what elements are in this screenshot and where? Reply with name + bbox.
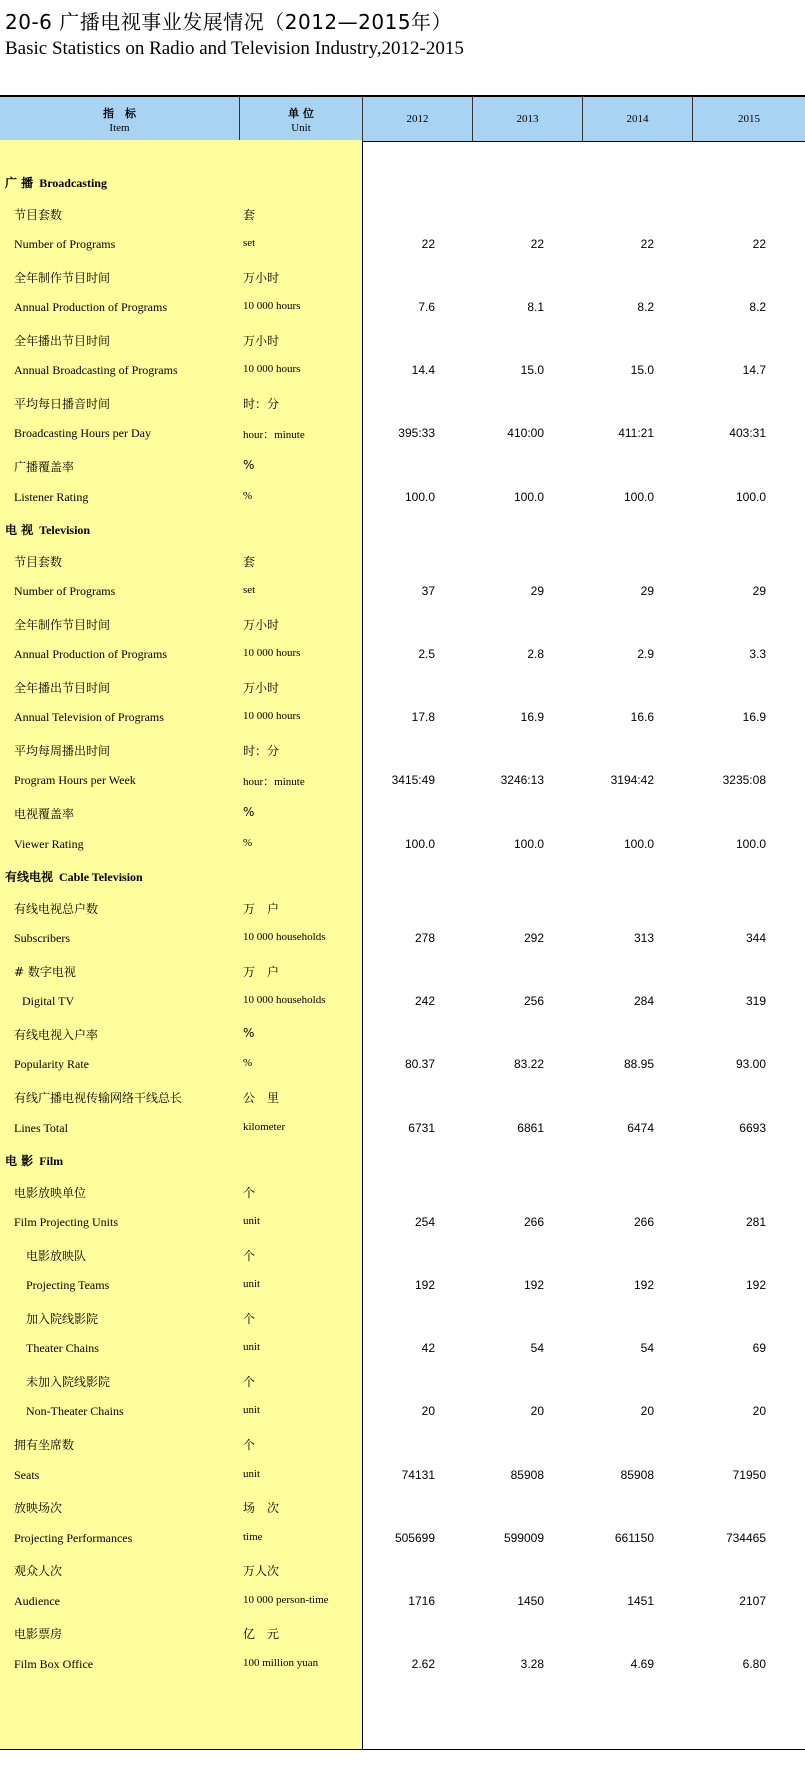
row-unit-label: % [243, 837, 253, 849]
row-unit-label: 场 次 [243, 1501, 280, 1515]
value-cell-2012: 505699 [394, 1531, 435, 1545]
value-cell-2014: 284 [633, 994, 654, 1008]
value-cell-2015: 3.3 [749, 647, 766, 661]
row-unit-label: set [243, 584, 256, 596]
table-row [0, 931, 805, 951]
table-row [0, 1404, 805, 1424]
section-heading [5, 521, 90, 538]
row-item-label: Seats [14, 1468, 40, 1482]
table-row [0, 458, 805, 478]
value-cell-2015: 14.7 [742, 363, 766, 377]
value-cell-2012: 2.62 [411, 1657, 435, 1671]
value-cell-2015: 192 [745, 1278, 766, 1292]
header-unit-cn: 单 位 [288, 107, 314, 120]
value-cell-2012: 192 [414, 1278, 435, 1292]
value-cell-2014: 3194:42 [610, 773, 654, 787]
table-row [0, 1625, 805, 1645]
row-item-label: 有线广播电视传输网络干线总长 [14, 1091, 183, 1105]
row-item-label: Projecting Teams [26, 1278, 110, 1292]
table-row [0, 426, 805, 446]
value-cell-2014: 85908 [620, 1468, 654, 1482]
row-unit-label: 10 000 hours [243, 710, 301, 722]
section-heading-cn: 有线电视 [5, 870, 54, 884]
value-cell-2014: 8.2 [637, 300, 654, 314]
value-cell-2014: 192 [633, 1278, 654, 1292]
table-row [0, 332, 805, 352]
row-item-label: Film Projecting Units [14, 1215, 119, 1229]
table-row [0, 710, 805, 730]
row-unit-label: 个 [243, 1186, 256, 1200]
section-heading [5, 868, 143, 885]
table-row [0, 679, 805, 699]
value-cell-2015: 734465 [725, 1531, 766, 1545]
table-header [0, 95, 805, 142]
row-item-label: 未加入院线影院 [26, 1375, 111, 1389]
value-cell-2014: 15.0 [630, 363, 654, 377]
value-cell-2013: 85908 [510, 1468, 544, 1482]
row-item-label: 全年播出节目时间 [14, 334, 111, 348]
section-heading-en: Broadcasting [39, 176, 107, 190]
table-row [0, 1373, 805, 1393]
value-cell-2012: 37 [421, 584, 435, 598]
row-item-label: Popularity Rate [14, 1057, 89, 1071]
row-item-label: Projecting Performances [14, 1531, 133, 1545]
row-unit-label: 万小时 [243, 681, 280, 695]
table-row [0, 616, 805, 636]
row-item-label: 全年制作节目时间 [14, 271, 111, 285]
row-item-label: Annual Production of Programs [14, 647, 167, 661]
row-unit-label: unit [243, 1215, 261, 1227]
table-row [0, 490, 805, 510]
table-bottom-rule [0, 1749, 805, 1750]
row-unit-label: hour：minute [243, 776, 305, 788]
value-cell-2013: 22 [530, 237, 544, 251]
value-cell-2013: 16.9 [520, 710, 544, 724]
table-row [0, 1310, 805, 1330]
row-unit-label: unit [243, 1341, 261, 1353]
table-row [0, 584, 805, 604]
row-unit-label: 万小时 [243, 618, 280, 632]
value-cell-2014: 54 [640, 1341, 654, 1355]
row-unit-label: 个 [243, 1249, 256, 1263]
value-cell-2014: 313 [633, 931, 654, 945]
value-cell-2012: 7.6 [418, 300, 435, 314]
row-item-label: Subscribers [14, 931, 70, 945]
value-cell-2014: 266 [633, 1215, 654, 1229]
header-item-cn: 指 标 [103, 107, 136, 120]
value-cell-2012: 254 [414, 1215, 435, 1229]
value-cell-2012: 395:33 [398, 426, 435, 440]
row-item-label: Annual Broadcasting of Programs [14, 363, 178, 377]
value-cell-2015: 69 [752, 1341, 766, 1355]
value-cell-2014: 1451 [627, 1594, 654, 1608]
row-item-label: Number of Programs [14, 584, 116, 598]
value-cell-2014: 22 [640, 237, 654, 251]
table-row [0, 363, 805, 383]
table-row [0, 1468, 805, 1488]
row-unit-label: 万 户 [243, 965, 280, 979]
table-row [0, 1247, 805, 1267]
value-cell-2015: 6.80 [742, 1657, 766, 1671]
section-heading [5, 1152, 63, 1169]
row-unit-label: 个 [243, 1312, 256, 1326]
row-item-label: 加入院线影院 [26, 1312, 99, 1326]
table-row [0, 1594, 805, 1614]
row-unit-label: 时：分 [243, 744, 280, 758]
value-cell-2012: 100.0 [404, 490, 435, 504]
value-cell-2015: 29 [752, 584, 766, 598]
header-item-en: Item [109, 122, 130, 134]
header-item-cell [0, 97, 240, 141]
value-cell-2012: 20 [421, 1404, 435, 1418]
table-row [0, 553, 805, 573]
row-item-label: Broadcasting Hours per Day [14, 426, 151, 440]
row-unit-label: 10 000 hours [243, 300, 301, 312]
value-cell-2012: 6731 [408, 1121, 435, 1135]
row-unit-label: % [243, 1057, 253, 1069]
value-cell-2013: 8.1 [527, 300, 544, 314]
table-row [0, 269, 805, 289]
value-cell-2013: 256 [523, 994, 544, 1008]
value-cell-2013: 6861 [517, 1121, 544, 1135]
table-row [0, 1436, 805, 1456]
row-unit-label: 万小时 [243, 271, 280, 285]
table-row [0, 994, 805, 1014]
table-row [0, 1215, 805, 1235]
table-row [0, 1089, 805, 1109]
row-unit-label: 10 000 households [243, 931, 326, 943]
row-unit-label: 公 里 [243, 1091, 280, 1105]
table-row [0, 1057, 805, 1077]
section-row [0, 868, 805, 888]
row-unit-label: 万人次 [243, 1564, 280, 1578]
row-item-label: Annual Television of Programs [14, 710, 164, 724]
row-item-label: 节目套数 [14, 208, 63, 222]
value-cell-2013: 15.0 [520, 363, 544, 377]
header-year-2014: 2014 [583, 97, 693, 141]
value-cell-2015: 319 [745, 994, 766, 1008]
value-cell-2012: 74131 [401, 1468, 435, 1482]
row-item-label: Theater Chains [26, 1341, 99, 1355]
section-heading-cn: 电 视 [5, 523, 34, 537]
value-cell-2014: 411:21 [618, 426, 654, 440]
row-unit-label: % [243, 1026, 255, 1040]
value-cell-2014: 661150 [614, 1531, 654, 1545]
row-unit-label: 套 [243, 555, 256, 569]
row-unit-label: 10 000 hours [243, 647, 301, 659]
value-cell-2015: 403:31 [729, 426, 766, 440]
value-cell-2014: 16.6 [630, 710, 654, 724]
section-heading-cn: 电 影 [5, 1154, 34, 1168]
value-cell-2013: 83.22 [513, 1057, 544, 1071]
table-row [0, 300, 805, 320]
value-cell-2013: 100.0 [513, 490, 544, 504]
row-item-label: 平均每周播出时间 [14, 744, 111, 758]
row-unit-label: 万小时 [243, 334, 280, 348]
table-row [0, 1562, 805, 1582]
row-item-label: Lines Total [14, 1121, 68, 1135]
table-row [0, 206, 805, 226]
table-row [0, 647, 805, 667]
section-heading-en: Television [39, 523, 91, 537]
value-cell-2012: 3415:49 [391, 773, 435, 787]
row-unit-label: hour：minute [243, 429, 305, 441]
table-row [0, 1499, 805, 1519]
section-heading-cn: 广 播 [5, 176, 34, 190]
table-row [0, 963, 805, 983]
row-item-label: 拥有坐席数 [14, 1438, 75, 1452]
value-cell-2015: 22 [752, 237, 766, 251]
value-cell-2014: 88.95 [623, 1057, 654, 1071]
table-row [0, 1341, 805, 1361]
row-unit-label: % [243, 490, 253, 502]
row-unit-label: time [243, 1531, 263, 1543]
row-item-label: 广播覆盖率 [14, 460, 75, 474]
value-cell-2013: 20 [530, 1404, 544, 1418]
value-cell-2014: 100.0 [623, 490, 654, 504]
row-unit-label: 10 000 person-time [243, 1594, 329, 1606]
value-cell-2015: 8.2 [749, 300, 766, 314]
row-item-label: Film Box Office [14, 1657, 94, 1671]
value-cell-2015: 71950 [732, 1468, 766, 1482]
row-unit-label: unit [243, 1404, 261, 1416]
value-cell-2012: 278 [414, 931, 435, 945]
row-item-label: 全年播出节目时间 [14, 681, 111, 695]
value-cell-2015: 2107 [739, 1594, 766, 1608]
row-unit-label: 万 户 [243, 902, 280, 916]
row-item-label: 有线电视入户率 [14, 1028, 99, 1042]
table-title-chinese: 20-6 广播电视事业发展情况（2012—2015年） [5, 10, 453, 34]
table-row [0, 1657, 805, 1677]
table-row [0, 237, 805, 257]
table-row [0, 805, 805, 825]
table-row [0, 1278, 805, 1298]
section-row [0, 174, 805, 194]
row-item-label: 平均每日播音时间 [14, 397, 111, 411]
table-row [0, 395, 805, 415]
row-item-label: 观众人次 [14, 1564, 63, 1578]
row-unit-label: unit [243, 1278, 261, 1290]
row-unit-label: unit [243, 1468, 261, 1480]
value-cell-2015: 20 [752, 1404, 766, 1418]
value-cell-2013: 292 [523, 931, 544, 945]
row-item-label: Annual Production of Programs [14, 300, 167, 314]
value-cell-2015: 93.00 [735, 1057, 766, 1071]
section-row [0, 1152, 805, 1172]
value-cell-2012: 80.37 [404, 1057, 435, 1071]
row-item-label: 电影放映单位 [14, 1186, 87, 1200]
value-cell-2015: 100.0 [735, 837, 766, 851]
value-cell-2012: 17.8 [411, 710, 435, 724]
table-title-english: Basic Statistics on Radio and Television Industry,2012-2015 [5, 38, 464, 59]
value-cell-2014: 100.0 [623, 837, 654, 851]
header-unit-en: Unit [291, 122, 311, 134]
value-cell-2013: 192 [523, 1278, 544, 1292]
row-unit-label: 10 000 hours [243, 363, 301, 375]
value-cell-2014: 20 [640, 1404, 654, 1418]
value-cell-2015: 16.9 [742, 710, 766, 724]
row-item-label: 电影票房 [14, 1627, 63, 1641]
header-year-2015: 2015 [738, 113, 760, 125]
value-cell-2013: 3246:13 [500, 773, 544, 787]
row-item-label: 放映场次 [14, 1501, 63, 1515]
row-item-label: Program Hours per Week [14, 773, 136, 787]
table-row [0, 900, 805, 920]
value-cell-2012: 2.5 [418, 647, 435, 661]
value-cell-2012: 22 [421, 237, 435, 251]
value-cell-2014: 2.9 [637, 647, 654, 661]
table-row [0, 1184, 805, 1204]
value-cell-2014: 4.69 [630, 1657, 654, 1671]
value-cell-2015: 344 [745, 931, 766, 945]
section-row [0, 521, 805, 541]
value-cell-2012: 14.4 [411, 363, 435, 377]
row-item-label: 电视覆盖率 [14, 807, 75, 821]
row-item-label: Viewer Rating [14, 837, 84, 851]
row-item-label: # 数字电视 [14, 965, 76, 979]
value-cell-2015: 100.0 [735, 490, 766, 504]
value-cell-2013: 3.28 [520, 1657, 544, 1671]
value-cell-2013: 266 [523, 1215, 544, 1229]
value-cell-2013: 2.8 [527, 647, 544, 661]
row-unit-label: 亿 元 [243, 1627, 280, 1641]
value-cell-2013: 1450 [517, 1594, 544, 1608]
row-unit-label: 个 [243, 1375, 256, 1389]
value-cell-2013: 410:00 [507, 426, 544, 440]
row-unit-label: set [243, 237, 256, 249]
row-item-label: 电影放映队 [26, 1249, 87, 1263]
value-cell-2013: 599009 [503, 1531, 544, 1545]
row-unit-label: 100 million yuan [243, 1657, 319, 1669]
value-cell-2013: 100.0 [513, 837, 544, 851]
row-item-label: 有线电视总户数 [14, 902, 99, 916]
section-heading-en: Film [39, 1154, 64, 1168]
row-item-label: Non-Theater Chains [26, 1404, 124, 1418]
header-unit-cell [240, 97, 363, 141]
table-row [0, 837, 805, 857]
table-row [0, 1121, 805, 1141]
value-cell-2015: 281 [745, 1215, 766, 1229]
row-unit-label: kilometer [243, 1121, 286, 1133]
row-unit-label: 套 [243, 208, 256, 222]
header-year-2012: 2012 [363, 97, 473, 141]
value-cell-2013: 54 [530, 1341, 544, 1355]
value-cell-2012: 42 [421, 1341, 435, 1355]
table-row [0, 1531, 805, 1551]
value-cell-2014: 29 [640, 584, 654, 598]
row-item-label: 全年制作节目时间 [14, 618, 111, 632]
value-cell-2012: 100.0 [404, 837, 435, 851]
value-cell-2015: 6693 [739, 1121, 766, 1135]
header-year-2013: 2013 [473, 97, 583, 141]
table-row [0, 1026, 805, 1046]
table-row [0, 773, 805, 793]
value-cell-2013: 29 [530, 584, 544, 598]
row-item-label: Number of Programs [14, 237, 116, 251]
section-heading [5, 174, 107, 191]
table-row [0, 742, 805, 762]
row-item-label: 节目套数 [14, 555, 63, 569]
section-heading-en: Cable Television [59, 870, 143, 884]
value-cell-2012: 1716 [408, 1594, 435, 1608]
row-item-label: Digital TV [22, 994, 75, 1008]
row-unit-label: % [243, 458, 255, 472]
row-item-label: Audience [14, 1594, 60, 1608]
row-unit-label: 时：分 [243, 397, 280, 411]
row-unit-label: 个 [243, 1438, 256, 1452]
row-unit-label: % [243, 805, 255, 819]
value-cell-2014: 6474 [627, 1121, 654, 1135]
value-cell-2012: 242 [414, 994, 435, 1008]
value-cell-2015: 3235:08 [722, 773, 766, 787]
row-unit-label: 10 000 households [243, 994, 326, 1006]
row-item-label: Listener Rating [14, 490, 89, 504]
